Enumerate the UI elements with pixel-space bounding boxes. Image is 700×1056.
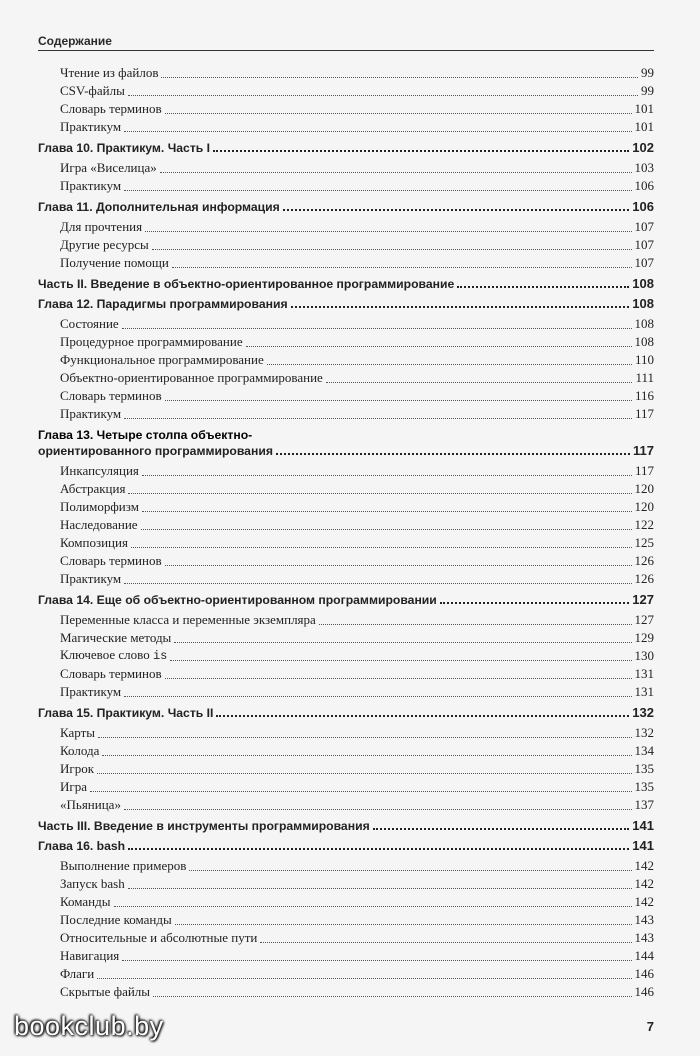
- toc-section-entry: [38, 480, 654, 498]
- toc-section-entry: [38, 315, 654, 333]
- toc-section-entry: [38, 118, 654, 136]
- toc-entry-title: Часть III. Введение в инструменты программирования: [38, 819, 370, 833]
- toc-section-entry: [38, 159, 654, 177]
- leader-dots: [128, 95, 638, 96]
- toc-section-entry: [38, 796, 654, 814]
- toc-section-entry: [38, 760, 654, 778]
- toc-page-number: 120: [634, 481, 654, 496]
- toc-entry-title: Глава 15. Практикум. Часть II: [38, 706, 214, 720]
- toc-entry-title: Композиция: [60, 535, 128, 550]
- toc-page-number: 143: [634, 912, 654, 927]
- toc-page-number: 117: [634, 463, 654, 478]
- toc-page-number: 127: [632, 592, 654, 607]
- toc-section-entry: [38, 236, 654, 254]
- toc-entry-title: Глава 11. Дополнительная информация: [38, 200, 280, 214]
- toc-section-entry: [38, 893, 654, 911]
- leader-dots: [131, 547, 632, 548]
- leader-dots: [170, 660, 631, 661]
- toc-page-number: 127: [634, 612, 654, 627]
- toc-page-number: 125: [634, 535, 654, 550]
- toc-section-entry: [38, 351, 654, 369]
- toc-page-number: 106: [634, 178, 654, 193]
- toc-page-number: 101: [634, 119, 654, 134]
- toc-section-entry: [38, 498, 654, 516]
- leader-dots: [128, 493, 631, 494]
- toc-entry-title: Флаги: [60, 966, 95, 981]
- leader-dots: [124, 418, 632, 419]
- toc-entry-title: ориентированного программирования: [38, 444, 273, 458]
- leader-dots: [172, 267, 632, 268]
- toc-entry-title: Другие ресурсы: [60, 237, 149, 252]
- toc-section-entry: [38, 665, 654, 683]
- toc-entry-title: Практикум: [60, 684, 122, 699]
- leader-dots: [142, 511, 632, 512]
- toc-page-number: 107: [634, 255, 654, 270]
- toc-section-entry: [38, 929, 654, 947]
- leader-dots: [283, 209, 630, 211]
- toc-page-number: 130: [634, 648, 654, 663]
- toc-chapter-entry: [38, 427, 654, 459]
- toc-section-entry: [38, 742, 654, 760]
- leader-dots: [276, 453, 630, 455]
- leader-dots: [457, 286, 629, 288]
- leader-dots: [161, 77, 638, 78]
- leader-dots: [98, 737, 631, 738]
- toc-entry-title: Процедурное программирование: [60, 334, 243, 349]
- leader-dots: [175, 924, 632, 925]
- leader-dots: [165, 113, 632, 114]
- leader-dots: [102, 755, 631, 756]
- toc-chapter-entry: [38, 592, 654, 608]
- toc-section-entry: [38, 724, 654, 742]
- watermark: bookclub.by: [14, 1011, 164, 1041]
- page-number: 7: [646, 1019, 654, 1034]
- toc-entry-title: Практикум: [60, 571, 122, 586]
- leader-dots: [319, 624, 632, 625]
- toc-entry-title: Карты: [60, 725, 96, 740]
- toc-page-number: 108: [634, 334, 654, 349]
- toc-section-entry: [38, 177, 654, 195]
- toc-section-entry: [38, 778, 654, 796]
- toc-entry-title: Навигация: [60, 948, 120, 963]
- leader-dots: [97, 773, 631, 774]
- toc-section-entry: [38, 387, 654, 405]
- toc-entry-title: «Пьяница»: [60, 797, 121, 812]
- toc-page-number: 142: [634, 858, 654, 873]
- toc-entry-title: Глава 10. Практикум. Часть I: [38, 141, 211, 155]
- toc-entry-title: Часть II. Введение в объектно-ориентированное программирование: [38, 277, 455, 291]
- leader-dots: [128, 848, 629, 850]
- leader-dots: [174, 642, 631, 643]
- leader-dots: [216, 715, 629, 717]
- toc-section-entry: [38, 534, 654, 552]
- toc-entry-title: Инкапсуляция: [60, 463, 139, 478]
- toc-page-number: 146: [634, 984, 654, 999]
- toc-page-number: 107: [634, 219, 654, 234]
- toc-entry-title: Практикум: [60, 178, 122, 193]
- toc-page-number: 135: [634, 779, 654, 794]
- toc-page-number: 144: [634, 948, 654, 963]
- toc-page-number: 110: [634, 352, 654, 367]
- toc-page-number: 108: [632, 276, 654, 291]
- toc-page-number: 137: [634, 797, 654, 812]
- toc-entry-title: Магические методы: [60, 630, 172, 645]
- leader-dots: [122, 328, 632, 329]
- toc-section-entry: [38, 100, 654, 118]
- toc-entry-title: Практикум: [60, 119, 122, 134]
- toc-entry-title: Наследование: [60, 517, 138, 532]
- toc-page-number: 134: [634, 743, 654, 758]
- leader-dots: [124, 190, 631, 191]
- toc-entry-title: Колода: [60, 743, 100, 758]
- toc-section-entry: [38, 462, 654, 480]
- leader-dots: [213, 150, 629, 152]
- toc-page-number: 126: [634, 553, 654, 568]
- toc-section-entry: [38, 683, 654, 701]
- toc-page-number: 101: [634, 101, 654, 116]
- toc-page-number: 117: [634, 406, 654, 421]
- toc-entry-title: Выполнение примеров: [60, 858, 187, 873]
- toc-chapter-entry: [38, 818, 654, 834]
- leader-dots: [90, 791, 632, 792]
- toc-section-entry: [38, 369, 654, 387]
- leader-dots: [165, 678, 632, 679]
- leader-dots: [124, 809, 632, 810]
- toc-page-number: 99: [641, 83, 654, 98]
- toc-entry-title: Запуск bash: [60, 876, 125, 891]
- toc-entry-title: Словарь терминов: [60, 666, 162, 681]
- running-head: Содержание: [38, 34, 112, 48]
- toc-entry-title: Переменные класса и переменные экземпляра: [60, 612, 316, 627]
- toc-entry-title: Игрок: [60, 761, 95, 776]
- toc-section-entry: [38, 911, 654, 929]
- toc-section-entry: [38, 947, 654, 965]
- toc-page-number: 103: [634, 160, 654, 175]
- toc-entry-title: Игра «Виселица»: [60, 160, 157, 175]
- toc-page-number: 120: [634, 499, 654, 514]
- toc-entry-title: Глава 14. Еще об объектно-ориентированном программировании: [38, 593, 437, 607]
- toc-section-entry: [38, 570, 654, 588]
- leader-dots: [260, 942, 631, 943]
- toc-page-number: 129: [634, 630, 654, 645]
- toc-entry-title: Объектно-ориентированное программирование: [60, 370, 323, 385]
- toc-page-number: 131: [634, 684, 654, 699]
- toc-entry-title: Состояние: [60, 316, 119, 331]
- leader-dots: [128, 888, 632, 889]
- toc-entry-title-text: Ключевое слово: [60, 647, 153, 662]
- toc-entry-title: Глава 16. bash: [38, 839, 126, 853]
- toc-entry-title: Абстракция: [60, 481, 126, 496]
- toc-page-number: 141: [632, 838, 654, 853]
- leader-dots: [165, 565, 632, 566]
- toc-section-entry: [38, 516, 654, 534]
- toc-page-number: 135: [634, 761, 654, 776]
- toc-page-number: 131: [634, 666, 654, 681]
- toc-section-entry: [38, 875, 654, 893]
- toc-entry-title: Чтение из файлов: [60, 65, 159, 80]
- toc-entry-title: Полиморфизм: [60, 499, 139, 514]
- toc-page-number: 132: [634, 725, 654, 740]
- toc-page-number: 111: [635, 370, 654, 385]
- toc-section-entry: [38, 965, 654, 983]
- toc-section-entry: [38, 218, 654, 236]
- toc-section-entry: [38, 552, 654, 570]
- toc-section-entry: [38, 82, 654, 100]
- leader-dots: [97, 978, 631, 979]
- toc-entry-title: CSV-файлы: [60, 83, 125, 98]
- leader-dots: [124, 696, 631, 697]
- table-of-contents: [38, 64, 654, 1001]
- toc-section-entry: [38, 333, 654, 351]
- toc-page-number: 116: [634, 388, 654, 403]
- toc-entry-code: is: [152, 649, 168, 663]
- toc-entry-title: Команды: [60, 894, 111, 909]
- toc-page-number: 122: [634, 517, 654, 532]
- toc-entry-title: Словарь терминов: [60, 101, 162, 116]
- toc-entry-title: Функциональное программирование: [60, 352, 264, 367]
- toc-chapter-entry: [38, 140, 654, 156]
- toc-page-number: 146: [634, 966, 654, 981]
- leader-dots: [152, 249, 632, 250]
- toc-section-entry: [38, 983, 654, 1001]
- toc-entry-title: Последние команды: [60, 912, 172, 927]
- leader-dots: [153, 996, 631, 997]
- toc-chapter-entry: [38, 276, 654, 292]
- toc-entry-title: [60, 646, 167, 665]
- toc-chapter-entry: [38, 199, 654, 215]
- toc-entry-title: Скрытые файлы: [60, 984, 151, 999]
- toc-page-number: 143: [634, 930, 654, 945]
- leader-dots: [291, 306, 630, 308]
- toc-section-entry: [38, 857, 654, 875]
- leader-dots: [326, 382, 633, 383]
- toc-page-number: 126: [634, 571, 654, 586]
- toc-page-number: 107: [634, 237, 654, 252]
- toc-entry-title: Получение помощи: [60, 255, 169, 270]
- leader-dots: [160, 172, 632, 173]
- toc-chapter-entry: [38, 296, 654, 312]
- toc-section-entry: [38, 629, 654, 647]
- toc-entry-title: Игра: [60, 779, 87, 794]
- leader-dots: [141, 529, 632, 530]
- toc-page-number: 141: [632, 818, 654, 833]
- toc-entry-title: Глава 13. Четыре столпа объектно-: [38, 428, 253, 442]
- toc-section-entry: [38, 254, 654, 272]
- toc-entry-title: Словарь терминов: [60, 553, 162, 568]
- toc-entry-title: Практикум: [60, 406, 122, 421]
- leader-dots: [142, 475, 632, 476]
- leader-dots: [122, 960, 631, 961]
- toc-chapter-entry: [38, 838, 654, 854]
- toc-page-number: 106: [632, 199, 654, 214]
- toc-section-entry: [38, 64, 654, 82]
- leader-dots: [267, 364, 632, 365]
- toc-page-number: 142: [634, 876, 654, 891]
- toc-page-number: 117: [633, 443, 654, 458]
- leader-dots: [373, 828, 630, 830]
- toc-page-number: 108: [634, 316, 654, 331]
- toc-entry-title: Относительные и абсолютные пути: [60, 930, 258, 945]
- toc-section-entry: [38, 611, 654, 629]
- toc-entry-title: Для прочтения: [60, 219, 143, 234]
- leader-dots: [145, 231, 631, 232]
- toc-page-number: 132: [632, 705, 654, 720]
- leader-dots: [440, 602, 630, 604]
- leader-dots: [124, 583, 631, 584]
- toc-page-number: 142: [634, 894, 654, 909]
- toc-section-entry: [38, 405, 654, 423]
- toc-entry-title: Глава 12. Парадигмы программирования: [38, 297, 288, 311]
- leader-dots: [189, 870, 631, 871]
- toc-page-number: 99: [641, 65, 654, 80]
- toc-page-number: 108: [632, 296, 654, 311]
- leader-dots: [165, 400, 632, 401]
- header-rule: [38, 50, 654, 51]
- toc-section-entry: [38, 647, 654, 665]
- toc-page-number: 102: [632, 140, 654, 155]
- leader-dots: [246, 346, 632, 347]
- toc-chapter-entry: [38, 705, 654, 721]
- toc-entry-title: Словарь терминов: [60, 388, 162, 403]
- leader-dots: [124, 131, 631, 132]
- leader-dots: [114, 906, 632, 907]
